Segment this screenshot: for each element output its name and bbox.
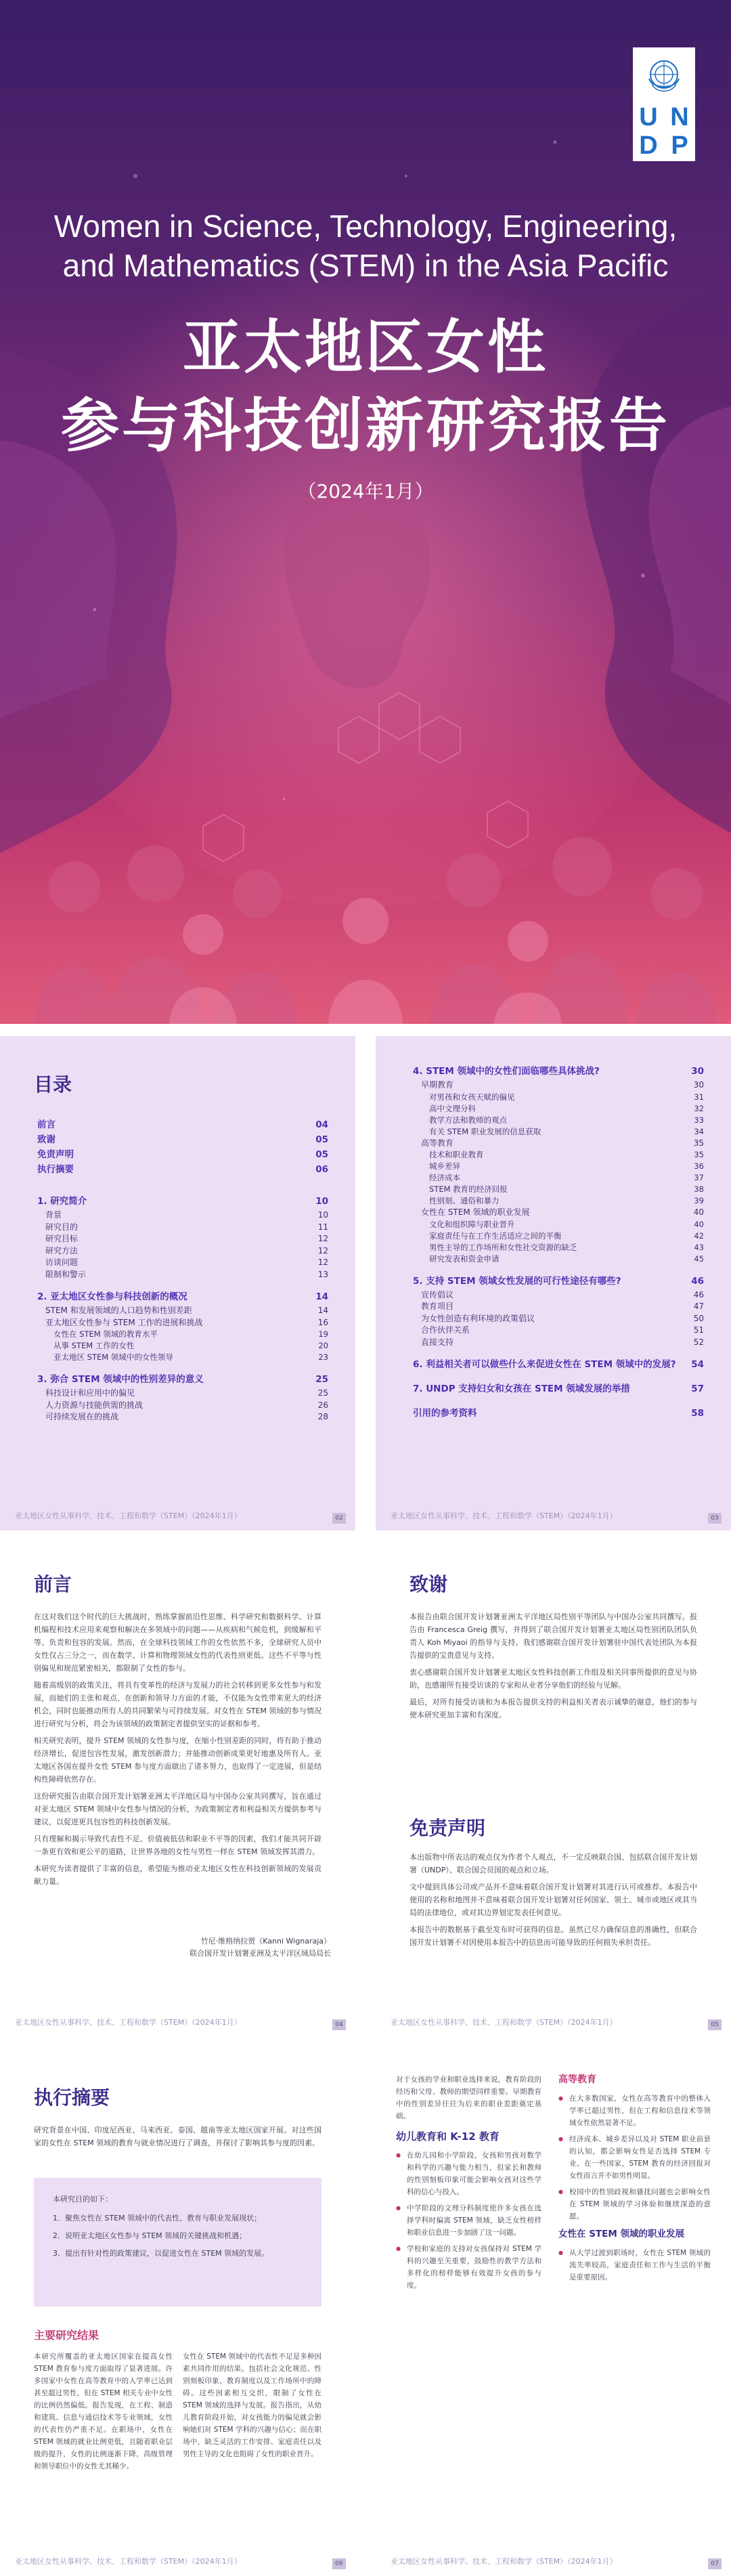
toc-page: 11 [317, 1222, 328, 1232]
cover-title-cn-line: 亚太地区女性 [183, 314, 548, 381]
disclaimer-title: 免责声明 [409, 1817, 486, 1839]
toc-entry[interactable] [413, 1184, 704, 1195]
box-item: 3．提出有针对性的政策建议，以促进女性在 STEM 领域的发展。 [53, 2249, 269, 2258]
findings-col-right [558, 2074, 711, 2288]
preface-title: 前言 [34, 1573, 72, 1595]
paragraph: 本报告由联合国开发计划署亚洲太平洋地区局性别平等团队与中国办公室共同撰写。报告由 Francesca Greig 撰写，并得到了联合国开发计划署亚太地区局性别团队团队负责人 Koh Miyaoi 的指导与支持。我们感谢联合国开发计划署驻中国代表处团队为本报告提供的宝贵意见与支持。 [409, 1612, 697, 1660]
page-footer: 亚太地区女性从事科学、技术、工程和数学（STEM）（2024年1月） [15, 1511, 242, 1520]
toc-entry[interactable] [413, 1219, 704, 1230]
toc-label: 有关 STEM 职业发展的信息获取 [429, 1126, 541, 1136]
toc-label: 高中文理分科 [429, 1103, 476, 1113]
toc-label: 女性在 STEM 领域的教育水平 [53, 1329, 158, 1339]
toc-entry[interactable] [413, 1126, 704, 1138]
toc-list-left [37, 1117, 328, 1423]
toc-label: 亚太地区女性参与 STEM 工作的进展和挑战 [45, 1317, 203, 1327]
toc-page: 40 [693, 1207, 704, 1217]
toc-entry[interactable] [37, 1233, 328, 1245]
toc-label: 教学方法和教师的观点 [429, 1115, 507, 1125]
toc-page: 12 [317, 1234, 328, 1243]
toc-section[interactable] [413, 1381, 704, 1397]
toc-page: 50 [693, 1313, 704, 1323]
toc-entry[interactable] [413, 1253, 704, 1265]
toc-section[interactable] [413, 1063, 704, 1079]
toc-section[interactable] [413, 1356, 704, 1373]
toc-label: 3. 弥合 STEM 领域中的性别差异的意义 [37, 1374, 204, 1385]
toc-label: 经济成本 [429, 1173, 460, 1182]
toc-label: 执行摘要 [37, 1164, 74, 1175]
toc-entry[interactable] [37, 1317, 328, 1329]
toc-page: 34 [694, 1126, 704, 1136]
bullet-item: ● 校园中的性别歧视和骚扰问题也会影响女性在 STEM 领域的学习体验和继续深造的意愿。 [558, 2186, 711, 2223]
toc-entry[interactable] [37, 1340, 328, 1352]
paragraph: 只有理解和揭示导致代表性不足、价值被低估和职业不平等的因素，我们才能共同开辟一条更有效和更公平的道路，让世界各地的女性与男性一样在 STEM 领域发挥其潜力。 [34, 1834, 322, 1856]
page-footer: 亚太地区女性从事科学、技术、工程和数学（STEM）（2024年1月） [15, 2018, 242, 2027]
toc-label: 访谈问题 [45, 1258, 79, 1267]
toc-entry[interactable] [413, 1195, 704, 1207]
toc-page: 35 [694, 1150, 704, 1159]
toc-entry[interactable] [37, 1209, 328, 1222]
toc-page: 05 [315, 1149, 328, 1160]
toc-label: 背景 [45, 1210, 62, 1220]
toc-page: 16 [317, 1317, 328, 1327]
cover-page [0, 0, 731, 1024]
toc-label: 研究目的 [45, 1222, 79, 1232]
paragraph: 衷心感谢联合国开发计划署亚太地区女性科技创新工作组及相关同事所提供的意见与协助，也感谢所有接受访谈的专家和从业者分享他们的经验与见解。 [409, 1668, 697, 1690]
paragraph: 这份研究报告由联合国开发计划署亚洲太平洋地区局与中国办公室共同撰写，旨在通过对亚太地区 STEM 领域中女性参与情况的分析，为政策制定者和利益相关方提供参考与建议，以促进更具包容性的科技创新发展。 [34, 1792, 322, 1826]
toc-label: STEM 和发展领域的人口趋势和性别差距 [45, 1306, 192, 1315]
research-purpose-box [34, 2178, 322, 2306]
toc-entry[interactable] [37, 1400, 328, 1412]
toc-entry[interactable] [413, 1149, 704, 1161]
acknowledgements-page [376, 1543, 731, 2037]
toc-page: 45 [694, 1253, 704, 1264]
toc-entry[interactable] [413, 1092, 704, 1103]
signature-name: 竹尼·维格纳拉贾（Kanni Wignaraja） [200, 1937, 331, 1946]
toc-page: 26 [317, 1400, 328, 1410]
toc-section[interactable] [37, 1371, 328, 1388]
bullet-item: ● 经济成本、城乡差异以及对 STEM 职业前景的认知，都会影响女性是否选择 STEM 专业。在一些国家，STEM 教育的经济回报对女性而言并不如男性明显。 [558, 2133, 711, 2182]
toc-label: 亚太地区 STEM 领域中的女性领导 [53, 1352, 173, 1362]
toc-entry[interactable] [413, 1289, 704, 1302]
logo-letter: P [671, 131, 688, 160]
page-number: 03 [708, 1513, 722, 1524]
toc-entry[interactable] [37, 1388, 328, 1400]
toc-page: 52 [693, 1337, 704, 1347]
toc-page: 51 [693, 1325, 704, 1335]
toc-page: 12 [317, 1245, 328, 1255]
toc-label: 研究发表和资金申请 [429, 1253, 500, 1264]
toc-page: 43 [694, 1242, 704, 1252]
toc-entry[interactable] [413, 1313, 704, 1325]
toc-section[interactable] [413, 1273, 704, 1289]
toc-page: 46 [693, 1289, 704, 1300]
toc-label: 女性在 STEM 领域的职业发展 [421, 1207, 530, 1217]
cover-title-en-line: and Mathematics (STEM) in the Asia Pacific [62, 248, 669, 283]
cover-title-english [41, 207, 690, 285]
bullet-item: ● 在幼儿园和小学阶段，女孩和男孩对数学和科学的兴趣与能力相当，但家长和教师的性别刻板印象可能会影响女孩对这些学科的信心与投入。 [396, 2149, 541, 2198]
toc-entry[interactable] [413, 1172, 704, 1184]
toc-label: 5. 支持 STEM 领域女性发展的可行性途径有哪些? [413, 1275, 621, 1287]
ack-body [409, 1610, 697, 1725]
toc-page: 38 [694, 1184, 704, 1194]
k12-title: 幼儿教育和 K-12 教育 [396, 2130, 500, 2143]
toc-page: 35 [693, 1138, 704, 1148]
signature-role: 联合国开发计划署亚洲及太平洋区域局局长 [190, 1949, 331, 1958]
preface-signature [190, 1935, 331, 1960]
toc-page: 28 [317, 1412, 328, 1421]
toc-label: 引用的参考资料 [413, 1408, 477, 1419]
paragraph: 本出版物中所表达的观点仅为作者个人观点，不一定反映联合国、包括联合国开发计划署（UNDP）、联合国会员国的观点和立场。 [409, 1853, 697, 1874]
un-emblem-icon [642, 54, 686, 98]
exec-title: 执行摘要 [34, 2086, 110, 2109]
toc-page: 33 [694, 1115, 704, 1125]
toc-label: 4. STEM 领域中的女性们面临哪些具体挑战? [413, 1066, 600, 1077]
toc-page: 54 [691, 1359, 704, 1370]
logo-letter: N [670, 103, 689, 131]
results-title: 主要研究结果 [34, 2329, 99, 2342]
toc-label: 男性主导的工作场所和女性社交资源的缺乏 [429, 1242, 577, 1252]
bullet-item: ● 中学阶段的文理分科制度使许多女孩在选择学科时偏离 STEM 领域，缺乏女性榜样和职业信息进一步加剧了这一问题。 [396, 2202, 541, 2239]
toc-section[interactable] [37, 1289, 328, 1305]
toc-entry[interactable] [37, 1269, 328, 1281]
paragraph: 本报告中的数据基于截至发布时可获得的信息。虽然已尽力确保信息的准确性，但联合国开发计划署不对因使用本报告中的信息而可能导致的任何损失承担责任。 [409, 1925, 697, 1947]
toc-entry[interactable] [37, 1411, 328, 1423]
toc-page: 12 [317, 1258, 328, 1267]
page-number: 06 [332, 2558, 346, 2569]
findings-col-left [396, 2074, 541, 2296]
toc-entry[interactable] [413, 1161, 704, 1172]
toc-label: 致谢 [37, 1134, 56, 1145]
toc-entry[interactable] [413, 1242, 704, 1253]
toc-page: 31 [694, 1092, 704, 1102]
toc-label: 宣传倡议 [421, 1289, 454, 1300]
toc-page: 42 [694, 1230, 704, 1241]
box-lead: 本研究目的如下： [53, 2195, 112, 2204]
toc-label: 教育项目 [421, 1302, 454, 1311]
page-footer: 亚太地区女性从事科学、技术、工程和数学（STEM）（2024年1月） [391, 1511, 617, 1520]
toc-entry[interactable] [413, 1138, 704, 1150]
cover-date: （2024年1月） [297, 480, 434, 502]
toc-label: STEM 教育的经济回报 [429, 1184, 508, 1194]
toc-entry[interactable] [37, 1222, 328, 1234]
results-col-2: 女性在 STEM 领域中的代表性不足是多种因素共同作用的结果。包括社会文化规范、性别刻板印象、教育制度以及工作场所中的障碍。这些因素相互交织，限制了女性在 STEM 领域的选择与发展。报告指出，从幼儿教育阶段开始，对女孩能力的偏见就会影响她们对 STEM 学科的兴趣与信心；而在职场中，缺乏灵活的工作安排、家庭责任以及男性主导的文化也阻碍了女性的职业晋升。 [183, 2353, 322, 2458]
toc-page: 47 [693, 1302, 704, 1311]
toc-entry[interactable] [37, 1245, 328, 1258]
toc-label: 城乡差异 [429, 1161, 460, 1171]
toc-list-right [413, 1063, 704, 1421]
toc-page: 06 [315, 1164, 328, 1175]
toc-page: 20 [318, 1341, 328, 1350]
toc-entry[interactable] [413, 1207, 704, 1219]
cover-title-en-line: Women in Science, Technology, Engineering, [53, 209, 678, 244]
toc-page: 57 [691, 1383, 704, 1394]
toc-page: 13 [317, 1269, 328, 1279]
bullet-item: ● 在大多数国家，女性在高等教育中的整体入学率已超过男性，但在工程和信息技术等领域女性依然显著不足。 [558, 2092, 711, 2129]
toc-label: 限制和警示 [45, 1269, 87, 1279]
toc-label: 1. 研究简介 [37, 1196, 87, 1207]
toc-label: 为女性创造有利环境的政策倡议 [421, 1313, 535, 1323]
page-footer: 亚太地区女性从事科学、技术、工程和数学（STEM）（2024年1月） [391, 2557, 617, 2566]
page-number: 07 [708, 2558, 722, 2569]
toc-label: 对男孩和女孩天赋的偏见 [429, 1092, 515, 1102]
paragraph: 相关研究表明，提升 STEM 领域的女性参与度，在缩小性别差距的同时，将有助于推动经济增长，促进包容性发展，激发创新潜力；并能推动创新成果更好地惠及所有人。亚太地区各国在提升女性 STEM 参与度方面做出了诸多努力，也取得了一定进展，但是结构性障碍依然存在。 [34, 1736, 322, 1784]
toc-label: 7. UNDP 支持妇女和女孩在 STEM 领域发展的举措 [413, 1383, 630, 1394]
toc-entry[interactable] [413, 1079, 704, 1092]
toc-page: 40 [694, 1219, 704, 1229]
toc-page: 23 [318, 1352, 328, 1362]
undp-logo [633, 47, 695, 161]
exec-intro: 研究背景在中国、印度尼西亚、马来西亚、泰国、越南等亚太地区国家开展。对这些国家的女性在 STEM 领域的教育与就业情况进行了调查，并探讨了影响其参与度的因素。 [34, 2126, 322, 2147]
toc-page: 14 [315, 1291, 328, 1302]
toc-entry[interactable] [413, 1325, 704, 1337]
toc-page: 10 [315, 1196, 328, 1207]
toc-page-right [376, 1036, 731, 1530]
toc-page: 19 [318, 1329, 328, 1339]
toc-page: 25 [317, 1388, 328, 1398]
toc-section[interactable] [37, 1193, 328, 1209]
paragraph: 最后，对所有接受访谈和为本报告提供支持的利益相关者表示诚挚的谢意，他们的参与使本研究更加丰富和有深度。 [409, 1698, 697, 1719]
toc-label: 2. 亚太地区女性参与科技创新的概况 [37, 1291, 187, 1302]
page-number: 04 [332, 2019, 346, 2030]
paragraph: 在这对我们这个时代的巨大挑战时，熟练掌握前沿性思维、科学研究和数据科学、计算机编程和技术应用来观察和解决在多领域中的问题——从疾病和气候危机，到缓解和平等、负责和包容的发展。然而，在全球科技领域工作的女性依然不多，全球研究人员中女性仅占三分之一，而在数学、计算和物理领域女性的代表性则更低。这些不平等与性别偏见和规范紧密相关，都限制了女性的参与。 [34, 1612, 322, 1673]
toc-page: 04 [315, 1119, 328, 1130]
career-title: 女性在 STEM 领域的职业发展 [558, 2229, 684, 2239]
toc-section[interactable] [413, 1405, 704, 1421]
toc-entry[interactable] [37, 1305, 328, 1317]
cover-title-cn-line: 参与科技创新研究报告 [61, 392, 670, 460]
toc-entry[interactable] [413, 1115, 704, 1126]
toc-label: 高等教育 [421, 1138, 454, 1148]
toc-entry[interactable] [37, 1329, 328, 1340]
toc-entry[interactable] [37, 1132, 328, 1147]
executive-summary-page [0, 2049, 355, 2576]
toc-entry[interactable] [413, 1230, 704, 1242]
toc-page: 30 [693, 1080, 704, 1090]
box-item: 2．说明亚太地区女性参与 STEM 领域的关键挑战和机遇； [53, 2231, 247, 2240]
toc-label: 前言 [37, 1119, 56, 1130]
toc-entry[interactable] [413, 1301, 704, 1313]
toc-page: 39 [694, 1196, 704, 1205]
toc-label: 研究方法 [45, 1245, 79, 1255]
toc-page: 05 [315, 1134, 328, 1145]
toc-label: 直接支持 [421, 1337, 454, 1347]
preface-body [34, 1610, 322, 1892]
toc-entry[interactable] [413, 1337, 704, 1349]
bullet-item: ● 从大学过渡到职场时，女性在 STEM 领域的流失率较高，家庭责任和工作与生活的平衡是重要原因。 [558, 2247, 711, 2283]
toc-label: 可持续发展在的挑战 [45, 1412, 119, 1421]
page-number: 02 [332, 1513, 346, 1524]
toc-entry[interactable] [413, 1103, 704, 1115]
results-col-1: 本研究所覆盖的亚太地区国家在提高女性 STEM 教育参与度方面取得了显著进展。许多国家中女性在高等教育中的入学率已达到甚至超过男性，但在 STEM 相关专业中女性的比例仍然偏低。报告发现，在工程、制造和建筑、信息与通信技术等专业领域，女性的代表性仍严重不足。在职场中，女性在 STEM 领域的就业比例更低，且随着职业层级的提升，女性的比例逐渐下降，高级管理和领导职位中的女性尤其稀少。 [34, 2353, 173, 2470]
toc-label: 科技设计和应用中的偏见 [45, 1388, 135, 1398]
toc-page: 36 [694, 1161, 704, 1171]
page-number: 05 [708, 2019, 722, 2030]
disclaimer-body [409, 1851, 697, 1953]
toc-label: 家庭责任与在工作生活适应之间的平衡 [429, 1230, 562, 1241]
preface-page [0, 1543, 355, 2037]
toc-label: 技术和职业教育 [429, 1150, 484, 1159]
ack-title: 致谢 [409, 1573, 448, 1595]
toc-label: 从事 STEM 工作的女性 [53, 1341, 135, 1350]
cover-illustration [0, 0, 731, 1024]
box-item: 1．聚焦女性在 STEM 领域中的代表性、教育与职业发展现状； [53, 2214, 262, 2223]
higher-ed-title: 高等教育 [558, 2074, 596, 2085]
toc-page: 32 [694, 1103, 704, 1113]
toc-page: 14 [317, 1306, 328, 1315]
paragraph: 随着高级别的政策关注，将具有变革性的经济与发展力的社会转移到更多女性参与和发展，而她们的主张和观点、在创新和领导力方面的才能，不仅能为女性带来更大的经济机会，同时也能推动所有人的共同繁荣与可持续发展。对女性在 STEM 领域的参与情况进行研究与分析，将会为该领域的政策制定者提供坚实的证据和参考。 [34, 1681, 322, 1728]
toc-label: 免责声明 [37, 1149, 74, 1160]
findings-page [376, 2049, 731, 2576]
paragraph: 文中提到具体公司或产品并不意味着联合国开发计划署对其进行认可或推荐。本报告中使用的名称和地图并不意味着联合国开发计划署对任何国家、领土、城市或地区或其当局的法律地位，或对其边界划定发表任何意见。 [409, 1883, 697, 1917]
toc-page: 25 [315, 1374, 328, 1385]
toc-label: 文化和组织障与职业晋升 [429, 1219, 515, 1229]
cover-title-chinese [41, 308, 690, 465]
toc-page: 10 [317, 1210, 328, 1220]
toc-entry[interactable] [37, 1117, 328, 1132]
toc-entry[interactable] [37, 1162, 328, 1177]
toc-entry[interactable] [37, 1257, 328, 1269]
toc-label: 6. 利益相关者可以做些什么来促进女性在 STEM 领域中的发展? [413, 1359, 676, 1370]
toc-page: 30 [691, 1066, 704, 1077]
toc-label: 性别刻、通俗和暴力 [429, 1196, 500, 1205]
toc-page: 58 [691, 1408, 704, 1419]
toc-page: 37 [694, 1173, 704, 1182]
toc-page: 46 [691, 1275, 704, 1287]
toc-label: 合作伙伴关系 [421, 1325, 470, 1335]
toc-title: 目录 [34, 1073, 72, 1096]
page-footer: 亚太地区女性从事科学、技术、工程和数学（STEM）（2024年1月） [391, 2018, 617, 2027]
toc-entry[interactable] [37, 1352, 328, 1363]
toc-label: 早期教育 [421, 1080, 454, 1090]
toc-entry[interactable] [37, 1147, 328, 1162]
logo-letter: U [639, 103, 658, 131]
bullet-item: ● 学校和家庭的支持对女孩保持对 STEM 学科的兴趣至关重要，鼓励性的教学方法和多样化的榜样能够有效提升女孩的参与度。 [396, 2243, 541, 2292]
toc-label: 人力资源与技能供需的挑战 [45, 1400, 143, 1410]
page-footer: 亚太地区女性从事科学、技术、工程和数学（STEM）（2024年1月） [15, 2557, 242, 2566]
findings-intro: 对于女孩的学业和职业选择来说，教育阶段的经历和父母、教师的期望同样重要。早期教育中的性别差异往往为后来的职业差距奠定基础。 [396, 2076, 541, 2120]
toc-label: 研究目标 [45, 1234, 79, 1243]
paragraph: 本研究为读者提供了丰富的信息，希望能为推动亚太地区女性在科技创新领域的发展贡献力量。 [34, 1864, 322, 1886]
logo-letter: D [639, 131, 658, 160]
toc-page-left [0, 1036, 355, 1530]
